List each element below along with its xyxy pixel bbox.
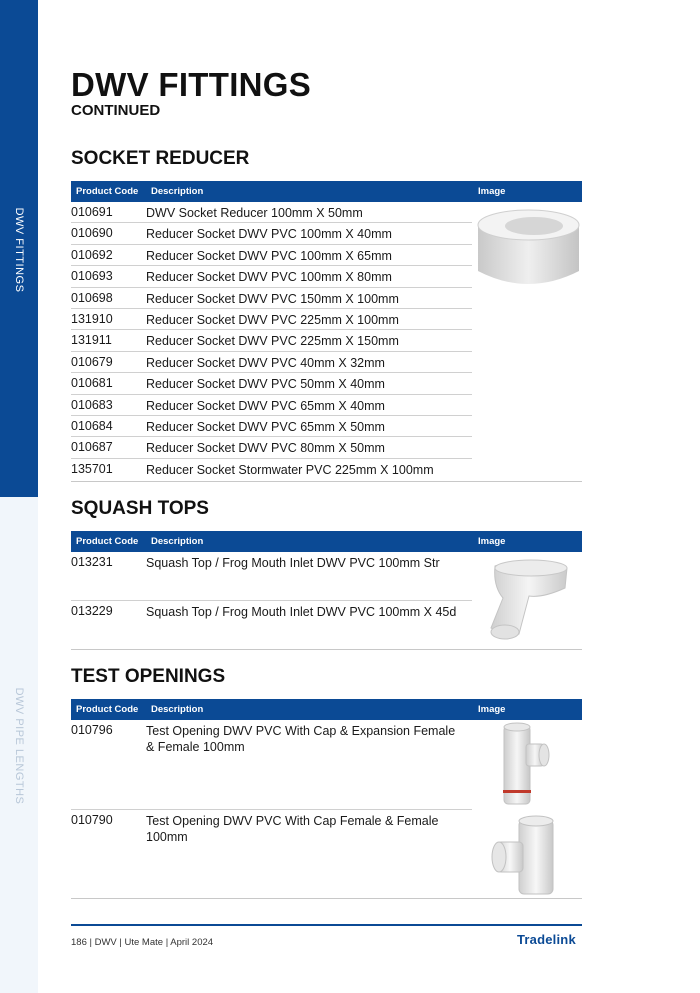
product-description: Reducer Socket Stormwater PVC 225mm X 100mm: [146, 462, 434, 477]
product-code: 010692: [71, 247, 113, 262]
header-product-code: Product Code: [76, 186, 139, 197]
page-subtitle: CONTINUED: [71, 102, 161, 119]
section-title-test-openings: TEST OPENINGS: [71, 666, 226, 687]
product-code: 010790: [71, 813, 113, 827]
product-code: 135701: [71, 461, 113, 476]
table-row: [71, 373, 472, 394]
footer-text: 186 | DWV | Ute Mate | April 2024: [71, 937, 214, 948]
product-code: 010679: [71, 354, 113, 369]
table-row: [71, 720, 472, 810]
product-description: Reducer Socket DWV PVC 80mm X 50mm: [146, 441, 385, 456]
table-row: [71, 459, 472, 480]
product-description: Squash Top / Frog Mouth Inlet DWV PVC 100mm Str: [146, 556, 440, 570]
tradelink-logo: Tradelink: [517, 932, 576, 947]
product-description: Squash Top / Frog Mouth Inlet DWV PVC 100mm X 45d: [146, 605, 457, 619]
table-row: [71, 352, 472, 373]
product-code: 010681: [71, 376, 113, 391]
table-row: [71, 395, 472, 416]
side-tab-dwv-fittings[interactable]: DWV FITTINGS: [13, 207, 25, 293]
product-description: Reducer Socket DWV PVC 100mm X 80mm: [146, 270, 392, 285]
product-code: 131910: [71, 311, 113, 326]
product-description: Reducer Socket DWV PVC 225mm X 150mm: [146, 334, 399, 349]
product-code: 013229: [71, 604, 113, 618]
table-row: [71, 245, 472, 266]
table-bottom-rule: [71, 481, 582, 482]
product-description: Reducer Socket DWV PVC 225mm X 100mm: [146, 312, 399, 327]
product-description: Reducer Socket DWV PVC 65mm X 50mm: [146, 419, 385, 434]
table-header: [71, 181, 582, 202]
footer-rule: [71, 924, 582, 926]
side-tab-dwv-pipe-lengths[interactable]: DWV PIPE LENGTHS: [13, 687, 25, 805]
table-row: [71, 552, 472, 601]
socket-reducer-image: [476, 207, 581, 297]
page-title: DWV FITTINGS: [71, 66, 312, 103]
product-description: Reducer Socket DWV PVC 100mm X 40mm: [146, 227, 392, 242]
table-row: [71, 416, 472, 437]
header-description: Description: [151, 186, 204, 197]
product-code: 010691: [71, 205, 113, 219]
product-description: DWV Socket Reducer 100mm X 50mm: [146, 206, 363, 220]
product-code: 010684: [71, 418, 113, 433]
header-description: Description: [151, 704, 204, 715]
product-description: Reducer Socket DWV PVC 40mm X 32mm: [146, 355, 385, 370]
product-code: 010683: [71, 397, 113, 412]
table-row: [71, 601, 472, 649]
product-code: 131911: [71, 333, 112, 348]
product-code: 010693: [71, 269, 113, 284]
product-code: 010690: [71, 226, 113, 241]
header-image: Image: [478, 704, 506, 715]
table-row: [71, 437, 472, 458]
table-row: [71, 202, 472, 223]
product-code: 010687: [71, 440, 113, 455]
product-description: Reducer Socket DWV PVC 50mm X 40mm: [146, 377, 385, 392]
table-row: [71, 223, 472, 244]
squash-top-image: [483, 556, 573, 651]
section-title-socket-reducer: SOCKET REDUCER: [71, 148, 250, 169]
product-code: 010796: [71, 723, 113, 737]
header-image: Image: [478, 186, 506, 197]
table-header: [71, 531, 582, 552]
product-description: Reducer Socket DWV PVC 100mm X 65mm: [146, 248, 392, 263]
product-description: Reducer Socket DWV PVC 150mm X 100mm: [146, 291, 399, 306]
test-opening-expansion-image: [496, 722, 556, 812]
table-row: [71, 288, 472, 309]
product-description: Test Opening DWV PVC With Cap & Expansion Female & Female 100mm: [146, 724, 456, 754]
section-title-squash-tops: SQUASH TOPS: [71, 498, 209, 519]
table-header: [71, 699, 582, 720]
header-image: Image: [478, 536, 506, 547]
table-row: [71, 266, 472, 287]
table-row: [71, 810, 472, 898]
header-product-code: Product Code: [76, 536, 139, 547]
product-code: 013231: [71, 555, 113, 569]
test-opening-female-image: [489, 814, 559, 903]
header-product-code: Product Code: [76, 704, 139, 715]
table-row: [71, 309, 472, 330]
product-code: 010698: [71, 290, 113, 305]
product-description: Test Opening DWV PVC With Cap Female & Female 100mm: [146, 814, 439, 844]
product-description: Reducer Socket DWV PVC 65mm X 40mm: [146, 398, 385, 413]
header-description: Description: [151, 536, 204, 547]
table-row: [71, 330, 472, 351]
